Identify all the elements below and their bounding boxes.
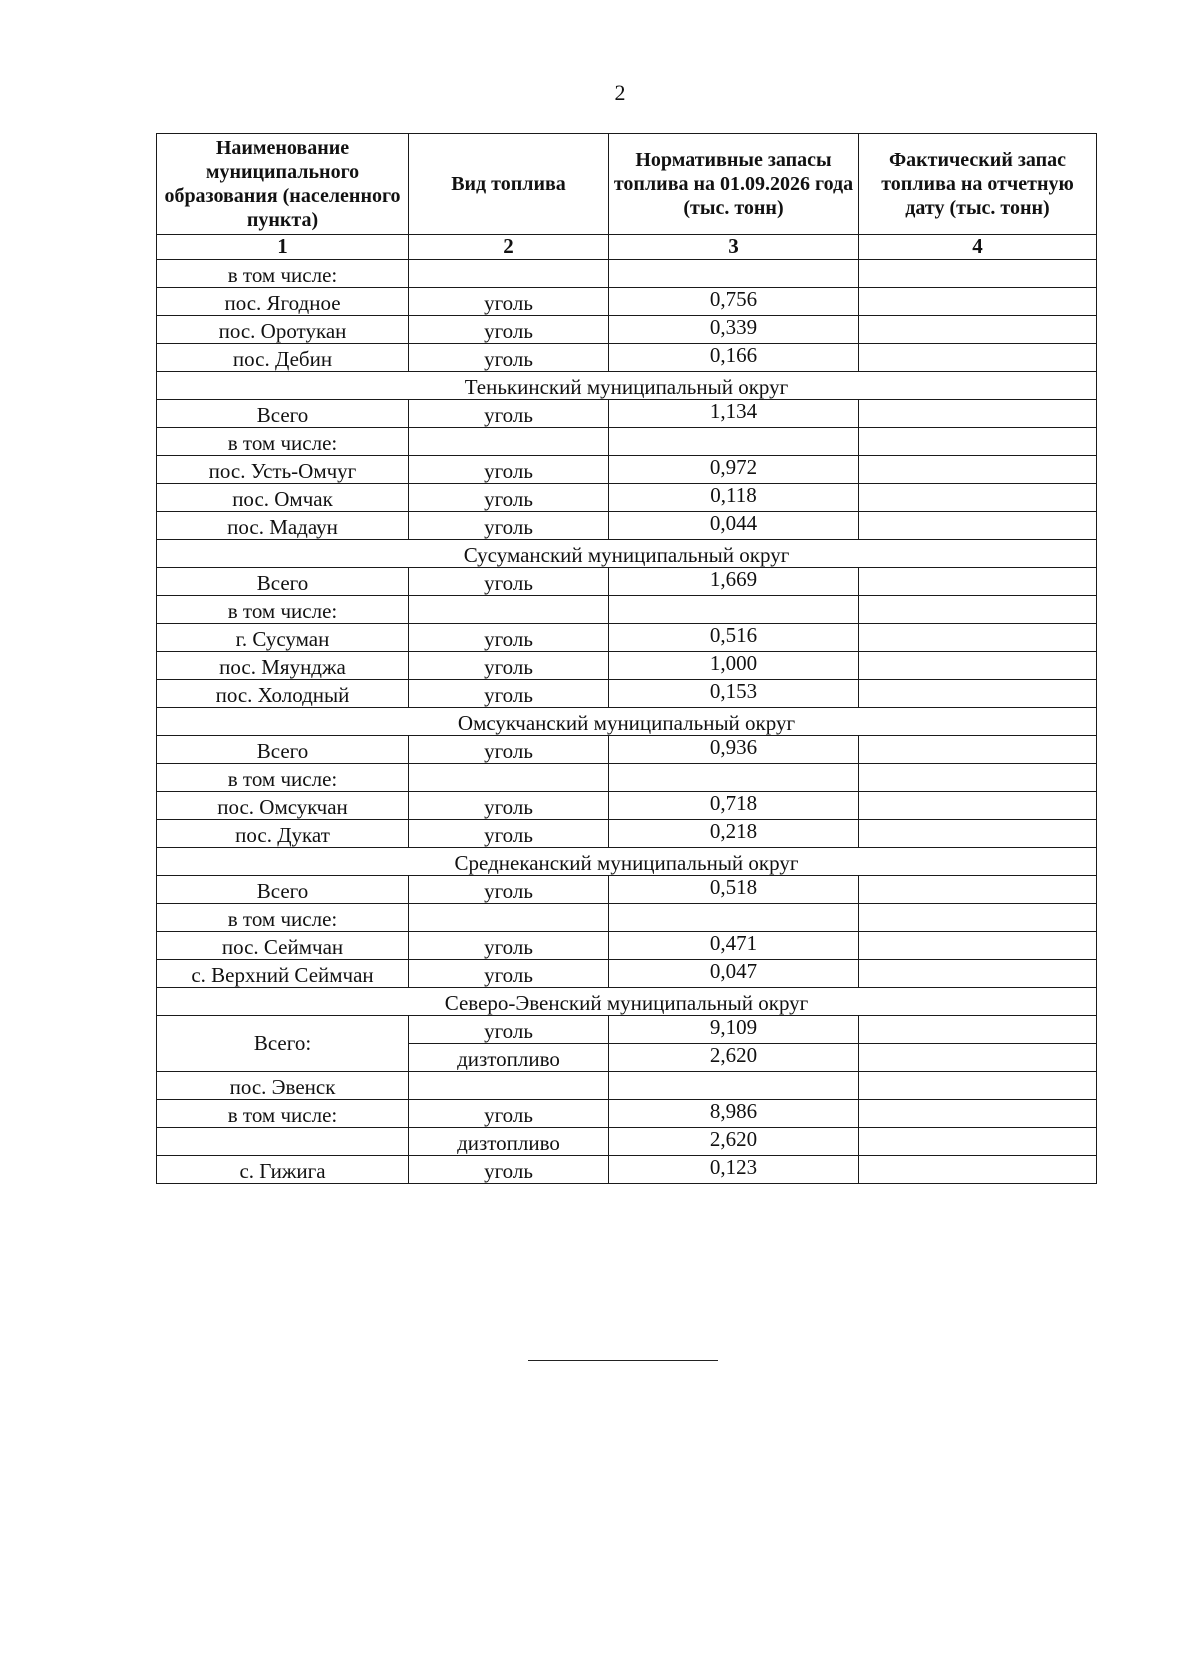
actual-value-cell xyxy=(859,904,1097,932)
fuel-type-cell: уголь xyxy=(409,624,609,652)
normative-value-cell: 0,471 xyxy=(609,932,859,960)
table-row xyxy=(157,344,1097,372)
fuel-type-cell xyxy=(409,904,609,932)
actual-value-cell xyxy=(859,652,1097,680)
actual-value-cell xyxy=(859,764,1097,792)
normative-value-cell xyxy=(609,1072,859,1100)
section-title: Северо-Эвенский муниципальный округ xyxy=(157,988,1097,1016)
fuel-type-cell: уголь xyxy=(409,484,609,512)
normative-value-cell: 2,620 xyxy=(609,1044,859,1072)
table-row xyxy=(157,624,1097,652)
fuel-type-cell: уголь xyxy=(409,1100,609,1128)
header-fuel-type: Вид топлива xyxy=(409,134,609,235)
end-divider-line xyxy=(528,1360,718,1361)
table-row xyxy=(157,456,1097,484)
actual-value-cell xyxy=(859,400,1097,428)
table-row xyxy=(157,764,1097,792)
column-number-row xyxy=(157,235,1097,260)
municipality-cell: пос. Мяунджа xyxy=(157,652,409,680)
fuel-type-cell: дизтопливо xyxy=(409,1128,609,1156)
fuel-type-cell xyxy=(409,260,609,288)
actual-value-cell xyxy=(859,1128,1097,1156)
actual-value-cell xyxy=(859,932,1097,960)
fuel-type-cell: уголь xyxy=(409,316,609,344)
table-row xyxy=(157,1072,1097,1100)
fuel-type-cell: уголь xyxy=(409,680,609,708)
fuel-type-cell: уголь xyxy=(409,876,609,904)
header-municipality: Наименование муниципального образования (населенного пункта) xyxy=(157,134,409,235)
actual-value-cell xyxy=(859,680,1097,708)
normative-value-cell: 0,339 xyxy=(609,316,859,344)
municipality-cell xyxy=(157,1128,409,1156)
municipality-cell: Всего xyxy=(157,876,409,904)
municipality-cell: пос. Эвенск xyxy=(157,1072,409,1100)
table-body xyxy=(157,260,1097,1184)
normative-value-cell: 0,718 xyxy=(609,792,859,820)
actual-value-cell xyxy=(859,260,1097,288)
municipality-cell: пос. Дукат xyxy=(157,820,409,848)
table-row xyxy=(157,568,1097,596)
municipality-cell: в том числе: xyxy=(157,428,409,456)
table-row xyxy=(157,1156,1097,1184)
table-row xyxy=(157,260,1097,288)
section-title: Сусуманский муниципальный округ xyxy=(157,540,1097,568)
municipality-cell: пос. Усть-Омчуг xyxy=(157,456,409,484)
section-row xyxy=(157,848,1097,876)
municipality-cell: в том числе: xyxy=(157,1100,409,1128)
normative-value-cell: 0,118 xyxy=(609,484,859,512)
municipality-cell: в том числе: xyxy=(157,260,409,288)
municipality-cell: в том числе: xyxy=(157,596,409,624)
municipality-cell: пос. Дебин xyxy=(157,344,409,372)
actual-value-cell xyxy=(859,288,1097,316)
municipality-cell: с. Гижига xyxy=(157,1156,409,1184)
actual-value-cell xyxy=(859,344,1097,372)
actual-value-cell xyxy=(859,876,1097,904)
actual-value-cell xyxy=(859,484,1097,512)
normative-value-cell xyxy=(609,428,859,456)
normative-value-cell: 0,166 xyxy=(609,344,859,372)
actual-value-cell xyxy=(859,1100,1097,1128)
table-row xyxy=(157,316,1097,344)
actual-value-cell xyxy=(859,792,1097,820)
table-row xyxy=(157,736,1097,764)
normative-value-cell: 8,986 xyxy=(609,1100,859,1128)
normative-value-cell: 1,669 xyxy=(609,568,859,596)
table-row xyxy=(157,792,1097,820)
table-row xyxy=(157,652,1097,680)
fuel-type-cell xyxy=(409,428,609,456)
table-row xyxy=(157,960,1097,988)
table-row xyxy=(157,484,1097,512)
fuel-type-cell: уголь xyxy=(409,344,609,372)
table-header-row xyxy=(157,134,1097,235)
section-title: Среднеканский муниципальный округ xyxy=(157,848,1097,876)
fuel-type-cell: дизтопливо xyxy=(409,1044,609,1072)
section-row xyxy=(157,540,1097,568)
fuel-type-cell: уголь xyxy=(409,792,609,820)
table-row xyxy=(157,1016,1097,1044)
normative-value-cell: 0,044 xyxy=(609,512,859,540)
normative-value-cell xyxy=(609,904,859,932)
column-number: 3 xyxy=(609,235,859,260)
actual-value-cell xyxy=(859,568,1097,596)
municipality-cell: пос. Холодный xyxy=(157,680,409,708)
normative-value-cell: 0,756 xyxy=(609,288,859,316)
fuel-type-cell: уголь xyxy=(409,932,609,960)
actual-value-cell xyxy=(859,960,1097,988)
normative-value-cell: 1,000 xyxy=(609,652,859,680)
municipality-cell: Всего: xyxy=(157,1016,409,1072)
section-row xyxy=(157,988,1097,1016)
page-number: 2 xyxy=(614,80,626,105)
fuel-type-cell xyxy=(409,764,609,792)
normative-value-cell: 0,516 xyxy=(609,624,859,652)
normative-value-cell: 0,123 xyxy=(609,1156,859,1184)
fuel-type-cell: уголь xyxy=(409,1156,609,1184)
normative-value-cell: 0,153 xyxy=(609,680,859,708)
table-row xyxy=(157,512,1097,540)
fuel-type-cell: уголь xyxy=(409,568,609,596)
table-row xyxy=(157,596,1097,624)
table-row xyxy=(157,820,1097,848)
actual-value-cell xyxy=(859,1044,1097,1072)
normative-value-cell: 9,109 xyxy=(609,1016,859,1044)
section-row xyxy=(157,708,1097,736)
normative-value-cell: 0,972 xyxy=(609,456,859,484)
fuel-type-cell: уголь xyxy=(409,400,609,428)
normative-value-cell: 0,047 xyxy=(609,960,859,988)
normative-value-cell xyxy=(609,596,859,624)
fuel-type-cell: уголь xyxy=(409,960,609,988)
normative-value-cell: 0,218 xyxy=(609,820,859,848)
municipality-cell: в том числе: xyxy=(157,764,409,792)
municipality-cell: пос. Ягодное xyxy=(157,288,409,316)
fuel-type-cell: уголь xyxy=(409,652,609,680)
column-number: 2 xyxy=(409,235,609,260)
column-number: 1 xyxy=(157,235,409,260)
column-number: 4 xyxy=(859,235,1097,260)
fuel-type-cell xyxy=(409,1072,609,1100)
fuel-reserves-table xyxy=(156,133,1097,1184)
table-row xyxy=(157,288,1097,316)
actual-value-cell xyxy=(859,624,1097,652)
normative-value-cell: 0,936 xyxy=(609,736,859,764)
municipality-cell: с. Верхний Сеймчан xyxy=(157,960,409,988)
section-title: Тенькинский муниципальный округ xyxy=(157,372,1097,400)
fuel-type-cell: уголь xyxy=(409,820,609,848)
actual-value-cell xyxy=(859,316,1097,344)
fuel-type-cell: уголь xyxy=(409,456,609,484)
municipality-cell: пос. Омчак xyxy=(157,484,409,512)
fuel-type-cell: уголь xyxy=(409,736,609,764)
table-row xyxy=(157,680,1097,708)
header-normative-reserves: Нормативные запасы топлива на 01.09.2026 года (тыс. тонн) xyxy=(609,134,859,235)
actual-value-cell xyxy=(859,428,1097,456)
header-actual-reserves: Фактический запас топлива на отчетную дату (тыс. тонн) xyxy=(859,134,1097,235)
table-row xyxy=(157,1128,1097,1156)
fuel-type-cell xyxy=(409,596,609,624)
municipality-cell: пос. Оротукан xyxy=(157,316,409,344)
actual-value-cell xyxy=(859,1016,1097,1044)
municipality-cell: пос. Сеймчан xyxy=(157,932,409,960)
fuel-type-cell: уголь xyxy=(409,512,609,540)
normative-value-cell: 2,620 xyxy=(609,1128,859,1156)
municipality-cell: Всего xyxy=(157,568,409,596)
actual-value-cell xyxy=(859,456,1097,484)
table-row xyxy=(157,904,1097,932)
section-row xyxy=(157,372,1097,400)
table-row xyxy=(157,876,1097,904)
municipality-cell: в том числе: xyxy=(157,904,409,932)
actual-value-cell xyxy=(859,1072,1097,1100)
table-row xyxy=(157,932,1097,960)
section-title: Омсукчанский муниципальный округ xyxy=(157,708,1097,736)
normative-value-cell: 1,134 xyxy=(609,400,859,428)
actual-value-cell xyxy=(859,736,1097,764)
municipality-cell: г. Сусуман xyxy=(157,624,409,652)
table-row xyxy=(157,1100,1097,1128)
actual-value-cell xyxy=(859,1156,1097,1184)
fuel-type-cell: уголь xyxy=(409,1016,609,1044)
normative-value-cell: 0,518 xyxy=(609,876,859,904)
municipality-cell: Всего xyxy=(157,736,409,764)
actual-value-cell xyxy=(859,596,1097,624)
municipality-cell: пос. Мадаун xyxy=(157,512,409,540)
table-row xyxy=(157,400,1097,428)
actual-value-cell xyxy=(859,512,1097,540)
fuel-type-cell: уголь xyxy=(409,288,609,316)
actual-value-cell xyxy=(859,820,1097,848)
table-row xyxy=(157,428,1097,456)
normative-value-cell xyxy=(609,260,859,288)
municipality-cell: пос. Омсукчан xyxy=(157,792,409,820)
normative-value-cell xyxy=(609,764,859,792)
municipality-cell: Всего xyxy=(157,400,409,428)
